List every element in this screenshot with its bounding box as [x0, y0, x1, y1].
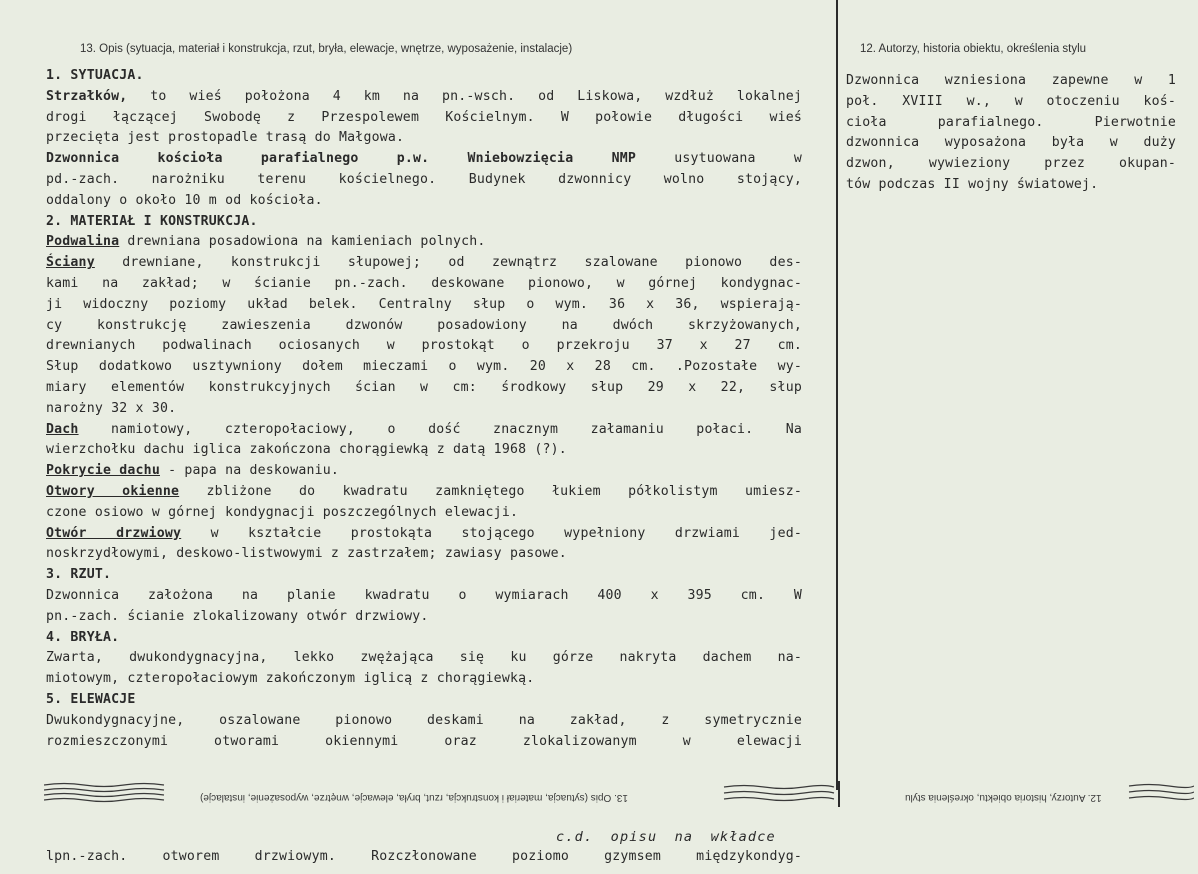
- heading-text: 2. MATERIAŁ I KONSTRUKCJA.: [46, 213, 258, 229]
- text-line: [46, 648, 802, 669]
- text-line: [46, 607, 802, 628]
- description-text: [46, 66, 802, 752]
- text-line: [46, 399, 802, 420]
- body-text: Zwarta, dwukondygnacyjna, lekko zwężająca się ku górze nakryta dachem na-: [46, 650, 802, 666]
- body-text: zbliżone do kwadratu zamkniętego łukiem półkolistym umiesz-: [179, 483, 802, 499]
- body-text: czone osiowo w górnej kondygnacji poszczególnych elewacji.: [46, 504, 519, 520]
- text-line: [46, 586, 802, 607]
- heading-text: Pokrycie dachu: [46, 463, 160, 479]
- text-line: Dzwonnica wzniesiona zapewne w 1: [846, 73, 1176, 88]
- body-text: drewnianych podwalinach ociosanych w prostokąt o przekroju 37 x 27 cm.: [46, 338, 802, 354]
- text-line: cioła parafialnego. Pierwotnie: [846, 114, 1176, 130]
- heading-text: 1. SYTUACJA.: [46, 68, 144, 83]
- text-line: [46, 87, 802, 108]
- body-text: miary elementów konstrukcyjnych ścian w cm: środkowy słup 29 x 22, słup: [46, 379, 802, 395]
- column-divider: [836, 0, 838, 790]
- body-text: Dzwonnica założona na planie kwadratu o wymiarach 400 x 395 cm. W: [46, 587, 802, 603]
- heading-text: 3. RZUT.: [46, 567, 112, 583]
- text-line: [46, 191, 802, 212]
- text-line: [46, 503, 802, 524]
- text-line: [46, 544, 802, 565]
- body-text: kami na zakład; w ścianie pn.-zach. deskowane pionowo, w górnej kondygnac-: [46, 275, 802, 291]
- text-line: [46, 336, 802, 357]
- body-text: narożny 32 x 30.: [46, 400, 177, 416]
- body-text: noskrzydłowymi, deskowo-listwowymi z zastrzałem; zawiasy pasowe.: [46, 546, 567, 562]
- text-line: [46, 565, 802, 586]
- text-line: [46, 274, 802, 295]
- text-line: [46, 253, 802, 274]
- text-line: [46, 212, 802, 233]
- band-section-13-label: 13. Opis (sytuacja, materiał i konstrukcja, rzut, bryła, elewacje, wnętrze, wyposażenie, instalacje): [200, 792, 628, 803]
- text-line: [46, 669, 802, 690]
- text-line: [46, 316, 802, 337]
- text-line: [46, 711, 802, 732]
- heading-text: Dzwonnica kościoła parafialnego p.w. Wniebowzięcia NMP: [46, 151, 636, 167]
- body-text: miotowym, czteropołaciowym zakończonym iglicą z chorągiewką.: [46, 671, 535, 687]
- body-text: usytuowana w: [635, 151, 802, 167]
- body-text: - papa na deskowaniu.: [159, 463, 340, 479]
- body-text: to wieś położona 4 km na pn.-wsch. od Liskowa, wzdłuż lokalnej: [127, 88, 802, 104]
- text-line: [46, 108, 802, 129]
- body-text: drewniane, konstrukcji słupowej; od zewnątrz szalowane pionowo des-: [94, 255, 802, 271]
- text-line: dzwon, wywieziony przez okupan-: [846, 156, 1176, 172]
- band-section-12-label: 12. Autorzy, historia obiektu, określenia stylu: [905, 792, 1102, 803]
- heading-text: Strzałków,: [46, 88, 128, 104]
- body-text: przecięta jest prostopadle trasą do Małgowa.: [46, 130, 405, 146]
- text-line: [46, 357, 802, 378]
- text-line: [46, 440, 802, 461]
- body-text: drewniana posadowiona na kamieniach polnych.: [119, 234, 486, 250]
- text-line: [46, 66, 802, 87]
- text-line: [46, 170, 802, 191]
- body-text: rozmieszczonymi otworami okiennymi oraz zlokalizowanym w elewacji: [46, 733, 802, 749]
- heading-text: Podwalina: [46, 234, 120, 250]
- heading-text: 4. BRYŁA.: [46, 629, 120, 645]
- continued-text-line: lpn.-zach. otworem drzwiowym. Rozczłonowane poziomo gzymsem międzykondyg-: [46, 849, 802, 864]
- heading-text: Dach: [46, 421, 79, 437]
- text-line: [46, 482, 802, 503]
- text-line: dzwonnica wyposażona była w duży: [846, 135, 1176, 151]
- text-line: [46, 524, 802, 545]
- text-line: tów podczas II wojny światowej.: [846, 176, 1099, 192]
- body-text: namiotowy, czteropołaciowy, o dość znacznym załamaniu połaci. Na: [78, 421, 802, 437]
- body-text: cy konstrukcję zawieszenia dzwonów posadowiony na dwóch skrzyżowanych,: [46, 317, 802, 333]
- text-line: [46, 690, 802, 711]
- body-text: drogi łączącej Swobodę z Przespolewem Kościelnym. W połowie długości wieś: [46, 109, 802, 125]
- history-text: [846, 71, 1176, 196]
- section-12-header: 12. Autorzy, historia obiektu, określenia stylu: [860, 43, 1087, 55]
- text-line: poł. XVIII w., w otoczeniu koś-: [846, 93, 1176, 109]
- heading-text: Otwory okienne: [46, 483, 180, 499]
- body-text: pn.-zach. ścianie zlokalizowany otwór drzwiowy.: [46, 608, 429, 624]
- body-text: oddalony o około 10 m od kościoła.: [46, 192, 323, 208]
- continuation-note: c.d. opisu na wkładce: [556, 829, 776, 845]
- body-text: ji widoczny poziomy układ belek. Centralny słup o wym. 36 x 36, wspierają-: [46, 296, 802, 312]
- text-line: [46, 378, 802, 399]
- text-line: [46, 128, 802, 149]
- body-text: Dwukondygnacyjne, oszalowane pionowo deskami na zakład, z symetrycznie: [46, 712, 802, 728]
- text-line: [46, 232, 802, 253]
- text-line: [46, 420, 802, 441]
- heading-text: Ściany: [46, 255, 95, 271]
- body-text: pd.-zach. narożniku terenu kościelnego. Budynek dzwonnicy wolno stojący,: [46, 171, 802, 187]
- text-line: [46, 628, 802, 649]
- text-line: [46, 461, 802, 482]
- text-line: [46, 732, 802, 753]
- text-line: [46, 149, 802, 170]
- heading-text: 5. ELEWACJE: [46, 691, 136, 707]
- text-line: [46, 295, 802, 316]
- section-13-header: 13. Opis (sytuacja, materiał i konstrukcja, rzut, bryła, elewacje, wnętrze, wyposażenie, instalacje): [80, 43, 573, 55]
- body-text: w kształcie prostokąta stojącego wypełniony drzwiami jed-: [181, 525, 802, 541]
- body-text: Słup dodatkowo usztywniony dołem mieczami o wym. 20 x 28 cm. .Pozostałe wy-: [46, 359, 802, 375]
- body-text: wierzchołku dachu iglica zakończona chorągiewką z datą 1968 (?).: [46, 442, 567, 458]
- heading-text: Otwór drzwiowy: [46, 525, 182, 541]
